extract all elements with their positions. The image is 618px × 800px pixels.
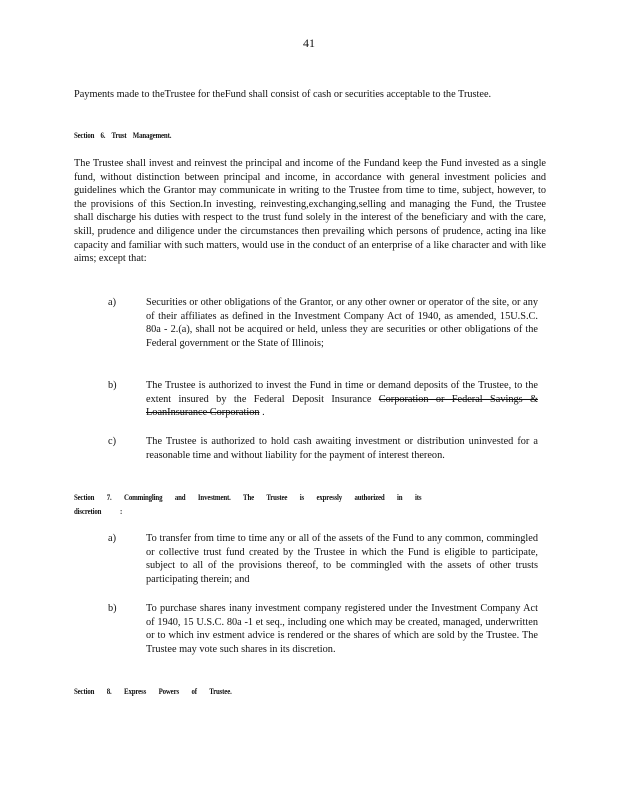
item-label: c) [108, 436, 116, 447]
section-7-heading-cont: discretion : [74, 506, 123, 516]
item-label: b) [108, 603, 117, 614]
item-text: To transfer from time to time any or all of the assets of the Fund to any common, commingled or collective trust fund created by the Trustee in which the Fund is eligible to participate, subject to all of the provisions thereof, to be commingled with the assets of other trusts participating therein; and [146, 533, 538, 585]
item-label: a) [108, 533, 116, 544]
item-text: Securities or other obligations of the Grantor, or any other owner or operator of the site, or any of their affiliates as defined in the Investment Company Act of 1940, as amended, 15U.S.C. 80a - 2.(a), shall not be acquired or held, unless they are securities or other obligations of the Federal government or the State of Illinois; [146, 297, 538, 349]
page-number: 41 [303, 36, 315, 50]
item-label: b) [108, 380, 117, 391]
section-6-body: The Trustee shall invest and reinvest the principal and income of the Fundand keep the Fund invested as a single fund, without distinction between principal and income, in accordance with general investment policies and guidelines which the Grantor may communicate in writing to the Trustee from time to time, subject, however, to the provisions of this Section.In investing, reinvesting,exchanging,selling and managing the Fund, the Trustee shall discharge his duties with respect to the trust fund solely in the interest of the beneficiary and with the care, skill, prudence and diligence under the circumstances then prevailing which persons of prudence, acting ina like capacity and familiar with such matters, would use in the conduct of an enterprise of a like character and with like aims; except that: [74, 158, 546, 265]
item-label: a) [108, 297, 116, 308]
item-text: To purchase shares inany investment company registered under the Investment Company Act of 1940, 15 U.S.C. 80a -1 et seq., including one which may be created, managed, underwritten or to which inv estment advice is rendered or the shares of which are sold by the Trustee. The Trustee may vote such shares in its discretion. [146, 603, 538, 655]
intro-paragraph: Payments made to theTrustee for theFund shall consist of cash or securities acceptable to the Trustee. [74, 89, 492, 100]
section-6-heading: Section 6. Trust Management. [74, 130, 172, 140]
section-8-heading: Section 8. Express Powers of Trustee. [74, 686, 232, 696]
item-text [146, 379, 538, 420]
section-7-heading: Section 7. Commingling and Investment. The Trustee is expressly authorized in its [74, 492, 422, 502]
item-text-tail: . [259, 407, 265, 419]
struck-text: Corporation or Federal Savings & LoanInsurance Corporation [146, 393, 538, 419]
item-text-main: The Trustee is authorized to invest the Fund in time or demand deposits of the Trustee, to the extent insured by the Federal Deposit Insurance [146, 380, 538, 405]
item-text: The Trustee is authorized to hold cash awaiting investment or distribution uninvested for a reasonable time and without liability for the payment of interest thereon. [146, 436, 538, 461]
